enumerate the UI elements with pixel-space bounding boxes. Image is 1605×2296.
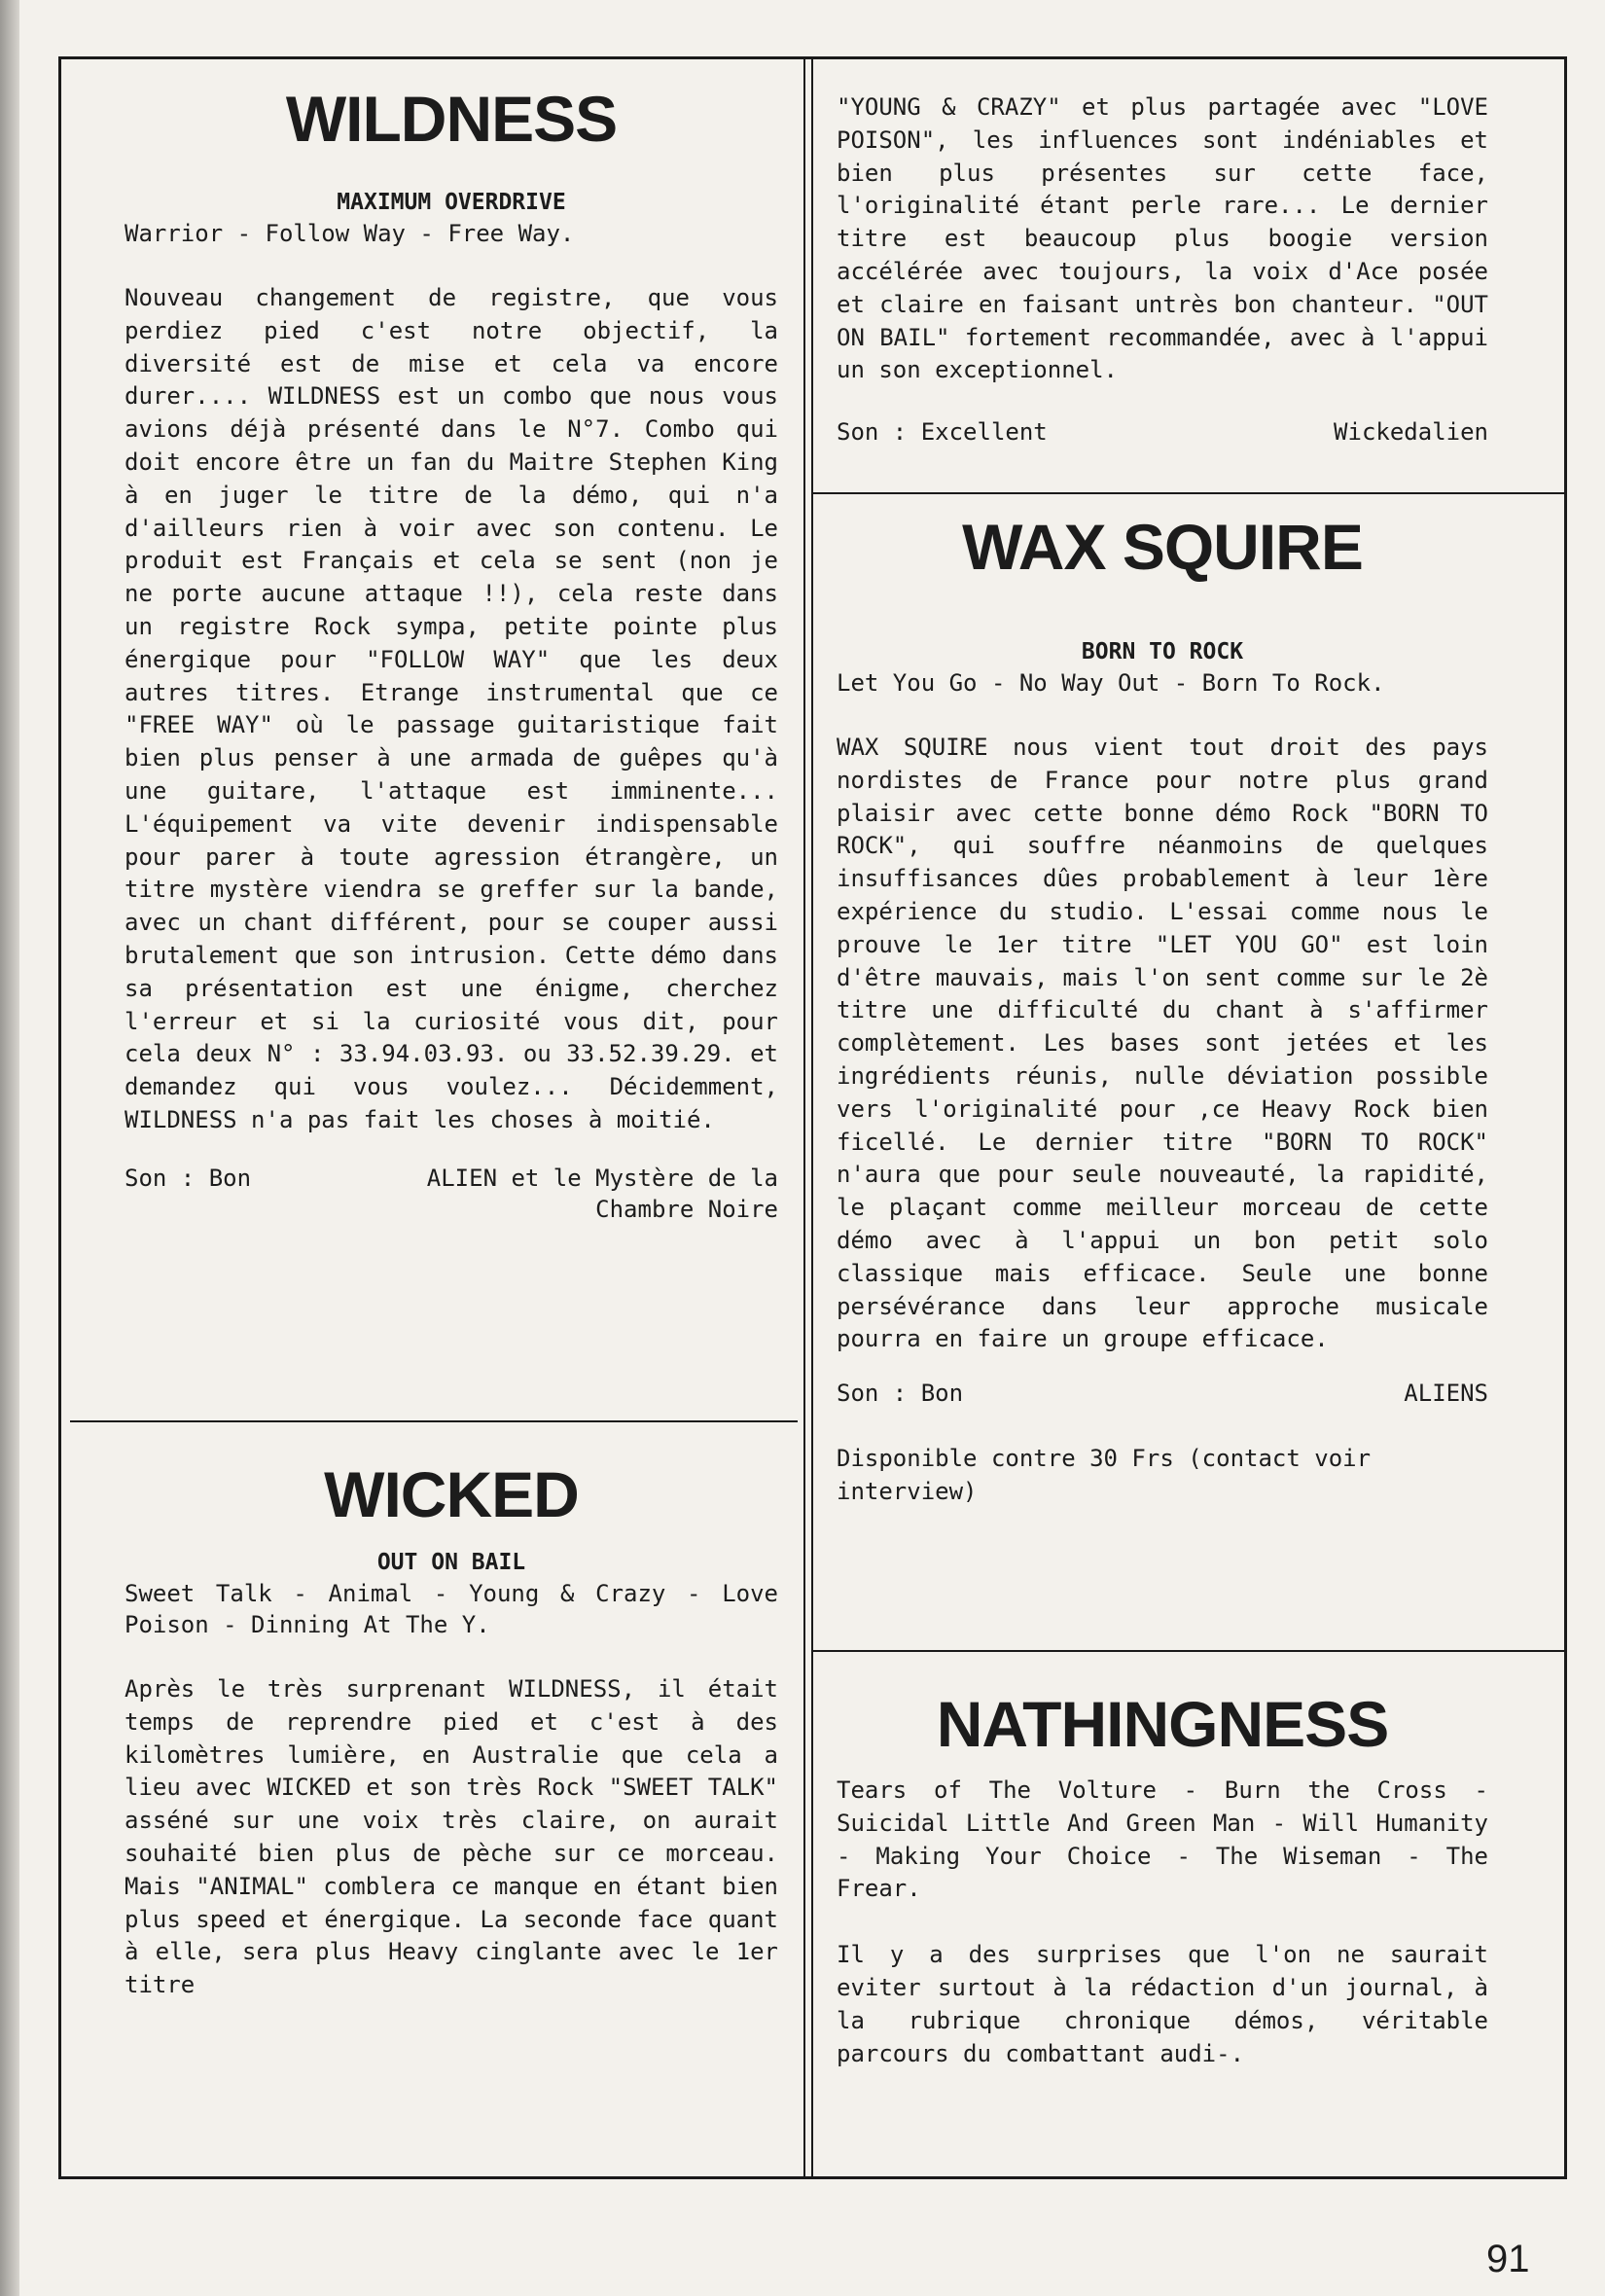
- review-footer: [125, 1163, 778, 1225]
- sound-rating: Son : Bon: [125, 1164, 252, 1192]
- review-text-continued: "YOUNG & CRAZY" et plus partagée avec "LOVE POISON", les influences sont indéniables et bien plus présentes sur cette face, l'originalité étant perle rare... Le dernier titre est beaucoup plus boogie version accélérée avec toujours, la voix d'Ace posée et claire en faisant untrès bon chanteur. "OUT ON BAIL" fortement recommandée, avec à l'appui un son exceptionnel.: [837, 93, 1488, 384]
- review-author: Wickedalien: [1334, 418, 1488, 447]
- section-divider-right-top: [813, 492, 1564, 494]
- review-author: ALIEN et le Mystère de la Chambre Noire: [426, 1164, 778, 1223]
- section-divider-left: [70, 1420, 798, 1422]
- track-list: Sweet Talk - Animal - Young & Crazy - Love Poison - Dinning At The Y.: [125, 1580, 778, 1638]
- review-text: Nouveau changement de registre, que vous perdiez pied c'est notre objectif, la diversité est de mise et cela va encore durer.... WILDNESS est un combo que nous vous avions déjà présenté dans le N°7. Combo qui doit encore être un fan du Maitre Stephen King à en juger le titre de la démo, qui n'a d'ailleurs rien à voir avec son contenu. Le produit est Français et cela se sent (non je ne porte aucune attaque !!), cela reste dans un registre Rock sympa, petite pointe plus énergique pour "FOLLOW WAY" que les deux autres titres. Etrange instrumental que ce "FREE WAY" où le passage guitaristique fait bien plus penser à une armada de guêpes qu'à une guitare, l'attaque est imminente... L'équipement va vite devenir indispensable pour parer à toute agression étrangère, un titre mystère viendra se greffer sur la bande, avec un chant différent, pour se couper aussi brutalement que son intrusion. Cette démo dans sa présentation est une énigme, cherchez l'erreur et si la curiosité vous dit, pour cela deux N° : 33.94.03.93. ou 33.52.39.29. et demandez qui vous voulez... Décidemment, WILDNESS n'a pas fait les choses à moitié.: [125, 284, 778, 1133]
- sound-rating: Son : Bon: [837, 1380, 964, 1408]
- page-number: 91: [1486, 2238, 1530, 2280]
- review-footer: [837, 416, 1488, 448]
- sound-rating: Son : Excellent: [837, 418, 1048, 447]
- track-list: Tears of The Volture - Burn the Cross - Suicidal Little And Green Man - Will Humanity - Making Your Choice - The Wiseman - The Frear.: [837, 1776, 1488, 1903]
- review-wicked-continued: [837, 91, 1488, 448]
- album-title: OUT ON BAIL: [376, 1550, 526, 1575]
- review-wildness: [125, 80, 778, 1225]
- review-wax-squire: [837, 508, 1488, 1508]
- track-list: Warrior - Follow Way - Free Way.: [125, 220, 575, 247]
- review-nathingness: [837, 1685, 1488, 2070]
- column-divider: [803, 56, 813, 2179]
- section-divider-right-bottom: [813, 1650, 1564, 1652]
- availability-note: Disponible contre 30 Frs (contact voir interview): [837, 1445, 1372, 1506]
- review-footer: [837, 1378, 1488, 1409]
- review-author: ALIENS: [1404, 1380, 1488, 1408]
- review-text: Il y a des surprises que l'on ne saurait eviter surtout à la rédaction d'un journal, à la rubrique chronique démos, véritable parcours du combattant audi-.: [837, 1941, 1488, 2067]
- band-title: WICKED: [324, 1458, 579, 1530]
- band-title: WAX SQUIRE: [962, 511, 1363, 583]
- band-title: NATHINGNESS: [936, 1688, 1389, 1760]
- review-text: Après le très surprenant WILDNESS, il était temps de reprendre pied et c'est à des kilomètres lumière, en Australie que cela a lieu avec WICKED et son très Rock "SWEET TALK" asséné sur une voix très claire, on aurait souhaité bien plus de pèche sur ce morceau. Mais "ANIMAL" comblera ce manque en étant bien plus speed et énergique. La seconde face quant à elle, sera plus Heavy cinglante avec le 1er titre: [125, 1675, 778, 1999]
- album-title: BORN TO ROCK: [1081, 639, 1244, 664]
- review-wicked: [125, 1455, 778, 2002]
- band-title: WILDNESS: [285, 83, 618, 155]
- review-text: WAX SQUIRE nous vient tout droit des pays nordistes de France pour notre plus grand plaisir avec cette bonne démo Rock "BORN TO ROCK", qui souffre néanmoins de quelques insuffisances dûes probablement à leur 1ère expérience du studio. L'essai comme nous le prouve le 1er titre "LET YOU GO" est loin d'être mauvais, mais l'on sent comme sur le 2è titre une difficulté du chant à s'affirmer complètement. Les bases sont jetées et les ingrédients réunis, nulle déviation possible vers l'originalité pour ,ce Heavy Rock bien ficellé. Le dernier titre "BORN TO ROCK" n'aura que pour seule nouveauté, la rapidité, le plaçant comme meilleur morceau de cette démo avec à l'appui un bon petit solo classique mais efficace. Seule une bonne persévérance dans leur approche musicale pourra en faire un groupe efficace.: [837, 734, 1488, 1353]
- book-spine-shadow: [0, 0, 19, 2296]
- track-list: Let You Go - No Way Out - Born To Rock.: [837, 669, 1385, 697]
- album-title: MAXIMUM OVERDRIVE: [337, 190, 566, 215]
